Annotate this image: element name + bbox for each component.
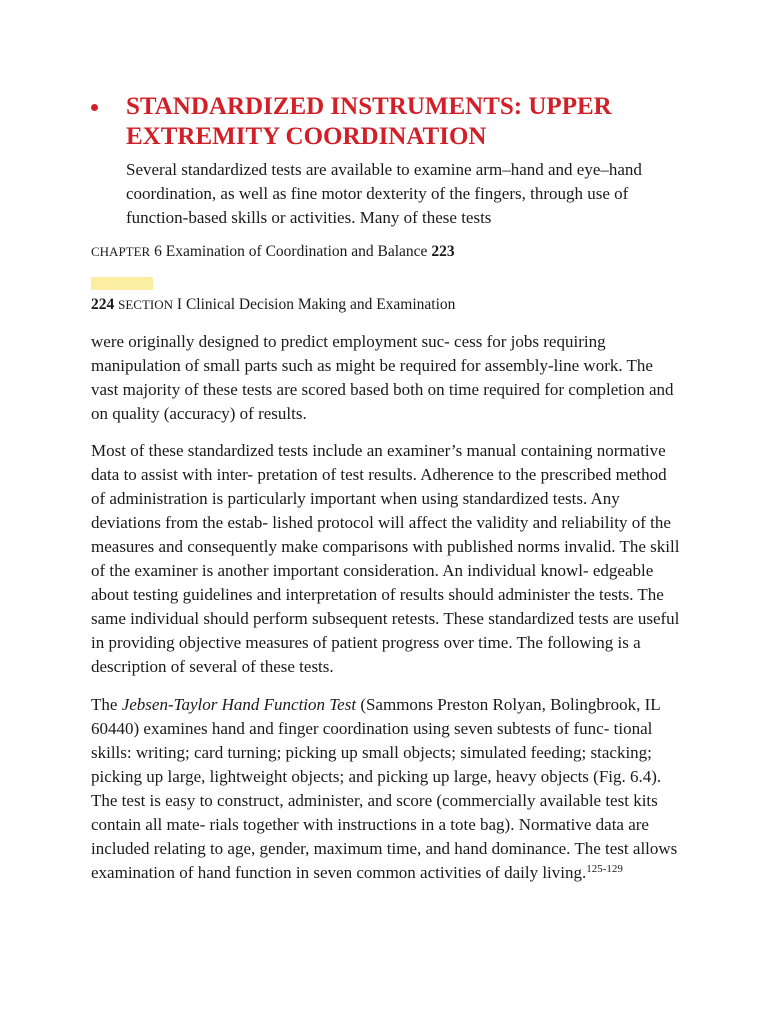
highlight-mark	[91, 277, 153, 290]
paragraph-3	[91, 693, 681, 885]
section-number: I	[176, 296, 183, 313]
running-head-chapter	[91, 243, 455, 261]
body-text	[91, 330, 681, 898]
chapter-label: CHAPTER	[91, 244, 151, 259]
test-name: Jebsen-Taylor Hand Function Test	[121, 695, 357, 714]
citation-superscript: 125-129	[586, 863, 623, 875]
paragraph-3-lead: The	[91, 695, 118, 714]
chapter-number: 6	[154, 243, 162, 260]
paragraph-3-body: (Sammons Preston Rolyan, Bolingbrook, IL 60440) examines hand and finger coordination using seven subtests of func- tional skills: writing; card turning; picking up small objects; simulated feeding; stacking; picking up large, lightweight objects; and picking up large, heavy objects (Fig. 6.4). The test is easy to construct, administer, and score (commercially available test kits contain all mate- rials together with instructions in a tote bag). Normative data are included relating to age, gender, maximum time, and hand dominance. The test allows examination of hand function in seven common activities of daily living.	[91, 695, 678, 882]
chapter-page-number: 223	[431, 243, 455, 260]
section-page-number: 224	[91, 296, 115, 313]
section-heading: STANDARDIZED INSTRUMENTS: UPPER EXTREMITY COORDINATION	[126, 93, 612, 150]
section-label: SECTION	[118, 297, 174, 312]
bullet-icon	[91, 104, 98, 111]
running-head-section	[91, 296, 455, 314]
paragraph-2: Most of these standardized tests include an examiner’s manual containing normative data to assist with inter- pretation of test results. Adherence to the prescribed method of administration is particularly important when using standardized tests. Any deviations from the estab- lished protocol will affect the validity and reliability of the measures and consequently make comparisons with published norms invalid. The skill of the examiner is another important consideration. An individual knowl- edgeable about testing guidelines and interpretation of results should administer the tests. The same individual should perform subsequent retests. These standardized tests are useful in providing objective measures of patient progress over time. The following is a description of several of these tests.	[91, 441, 680, 676]
section-heading-block	[105, 92, 665, 230]
paragraph-1: were originally designed to predict employment suc- cess for jobs requiring manipulation of small parts such as might be required for assembly-line work. The vast majority of these tests are scored based both on time required for completion and on quality (accuracy) of results.	[91, 332, 674, 423]
intro-paragraph: Several standardized tests are available to examine arm–hand and eye–hand coordination, as well as fine motor dexterity of the fingers, through use of function-based skills or activities. Many of these tests	[126, 160, 642, 227]
chapter-title: Examination of Coordination and Balance	[165, 243, 428, 260]
section-title: Clinical Decision Making and Examination	[185, 296, 456, 313]
